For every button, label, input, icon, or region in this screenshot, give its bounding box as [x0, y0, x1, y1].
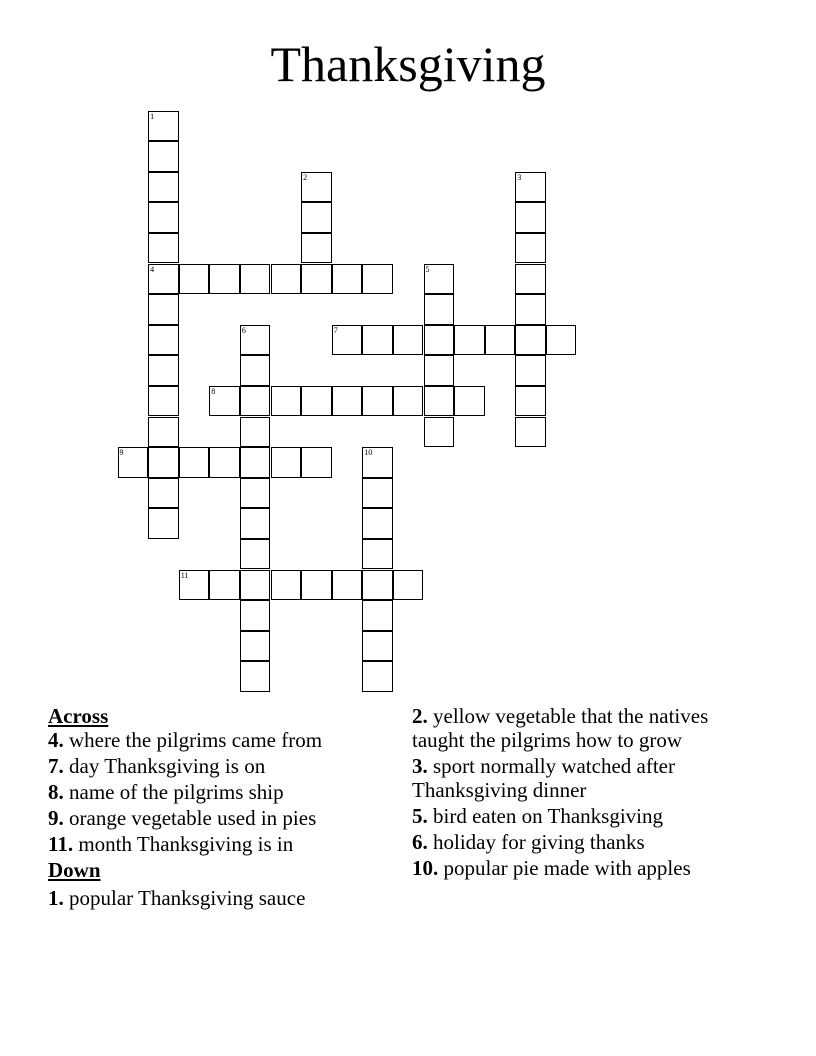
across-heading: Across	[48, 704, 109, 728]
crossword-cell[interactable]	[148, 264, 179, 295]
down-heading: Down	[48, 858, 101, 882]
crossword-cell[interactable]	[148, 202, 179, 233]
cell-number: 5	[425, 264, 430, 274]
clue-across-11: 11. month Thanksgiving is in	[48, 832, 294, 856]
crossword-cell[interactable]	[515, 264, 546, 295]
cell-number: 11	[180, 570, 189, 580]
crossword-cell[interactable]	[424, 264, 455, 295]
crossword-cell[interactable]	[362, 386, 393, 417]
crossword-cell[interactable]	[148, 447, 179, 478]
crossword-cell[interactable]	[362, 539, 393, 570]
page-title: Thanksgiving	[270, 36, 546, 92]
crossword-cell[interactable]	[362, 600, 393, 631]
crossword-cell[interactable]	[362, 325, 393, 356]
crossword-cell[interactable]	[332, 386, 363, 417]
crossword-cell[interactable]	[332, 570, 363, 601]
crossword-cell[interactable]	[301, 447, 332, 478]
crossword-cell[interactable]	[240, 417, 271, 448]
crossword-cell[interactable]	[179, 264, 210, 295]
cell-number: 2	[303, 172, 308, 182]
crossword-cell[interactable]	[271, 386, 302, 417]
crossword-cell[interactable]	[424, 386, 455, 417]
crossword-cell[interactable]	[362, 447, 393, 478]
crossword-cell[interactable]	[424, 294, 455, 325]
crossword-cell[interactable]	[454, 386, 485, 417]
crossword-cell[interactable]	[240, 508, 271, 539]
crossword-cell[interactable]	[209, 264, 240, 295]
crossword-cell[interactable]	[271, 264, 302, 295]
crossword-cell[interactable]	[362, 570, 393, 601]
crossword-cell[interactable]	[454, 325, 485, 356]
crossword-cell[interactable]	[209, 570, 240, 601]
crossword-cell[interactable]	[240, 478, 271, 509]
crossword-cell[interactable]	[148, 325, 179, 356]
crossword-cell[interactable]	[148, 141, 179, 172]
crossword-cell[interactable]	[301, 264, 332, 295]
crossword-cell[interactable]	[240, 264, 271, 295]
crossword-cell[interactable]	[546, 325, 577, 356]
crossword-cell[interactable]	[515, 294, 546, 325]
crossword-cell[interactable]	[148, 355, 179, 386]
crossword-cell[interactable]	[240, 600, 271, 631]
clue-down-3: 3. sport normally watched after Thanksgiving dinner	[412, 754, 675, 802]
cell-number: 7	[333, 325, 338, 335]
clue-down-6: 6. holiday for giving thanks	[412, 830, 645, 854]
crossword-cell[interactable]	[179, 570, 210, 601]
clue-across-7: 7. day Thanksgiving is on	[48, 754, 266, 778]
crossword-cell[interactable]	[362, 478, 393, 509]
crossword-cell[interactable]	[148, 478, 179, 509]
crossword-cell[interactable]	[209, 447, 240, 478]
cell-number: 10	[364, 448, 373, 458]
crossword-cell[interactable]	[393, 570, 424, 601]
cell-number: 6	[241, 325, 246, 335]
crossword-cell[interactable]	[301, 386, 332, 417]
crossword-cell[interactable]	[515, 325, 546, 356]
crossword-cell[interactable]	[271, 447, 302, 478]
crossword-cell[interactable]	[332, 264, 363, 295]
cell-number: 9	[119, 448, 124, 458]
crossword-cell[interactable]	[515, 355, 546, 386]
crossword-cell[interactable]	[301, 233, 332, 264]
crossword-cell[interactable]	[271, 570, 302, 601]
crossword-cell[interactable]	[240, 386, 271, 417]
crossword-cell[interactable]	[515, 417, 546, 448]
crossword-cell[interactable]	[148, 233, 179, 264]
crossword-cell[interactable]	[393, 386, 424, 417]
crossword-cell[interactable]	[515, 386, 546, 417]
crossword-cell[interactable]	[148, 508, 179, 539]
cell-number: 4	[150, 264, 155, 274]
crossword-cell[interactable]	[424, 325, 455, 356]
crossword-cell[interactable]	[148, 386, 179, 417]
clues-column-right	[412, 704, 762, 882]
crossword-cell[interactable]	[485, 325, 516, 356]
crossword-cell[interactable]	[362, 661, 393, 692]
clue-down-5: 5. bird eaten on Thanksgiving	[412, 804, 663, 828]
crossword-cell[interactable]	[240, 539, 271, 570]
crossword-cell[interactable]	[118, 447, 149, 478]
clues-column-left	[48, 704, 388, 912]
crossword-cell[interactable]	[240, 570, 271, 601]
crossword-cell[interactable]	[362, 264, 393, 295]
crossword-cell[interactable]	[515, 202, 546, 233]
crossword-cell[interactable]	[240, 447, 271, 478]
crossword-cell[interactable]	[362, 508, 393, 539]
crossword-cell[interactable]	[148, 172, 179, 203]
crossword-cell[interactable]	[240, 355, 271, 386]
crossword-cell[interactable]	[148, 294, 179, 325]
crossword-cell[interactable]	[424, 355, 455, 386]
clue-down-10: 10. popular pie made with apples	[412, 856, 691, 880]
crossword-cell[interactable]	[301, 570, 332, 601]
crossword-cell[interactable]	[240, 325, 271, 356]
crossword-cell[interactable]	[424, 417, 455, 448]
crossword-cell[interactable]	[332, 325, 363, 356]
crossword-cell[interactable]	[240, 631, 271, 662]
cell-number: 1	[150, 111, 155, 121]
crossword-cell[interactable]	[362, 631, 393, 662]
clue-across-9: 9. orange vegetable used in pies	[48, 806, 317, 830]
crossword-cell[interactable]	[148, 111, 179, 142]
crossword-cell[interactable]	[209, 386, 240, 417]
crossword-cell[interactable]	[515, 172, 546, 203]
crossword-cell[interactable]	[179, 447, 210, 478]
crossword-cell[interactable]	[301, 172, 332, 203]
clue-across-4: 4. where the pilgrims came from	[48, 728, 323, 752]
cell-number: 8	[211, 386, 216, 396]
crossword-cell[interactable]	[393, 325, 424, 356]
cell-number: 3	[517, 172, 522, 182]
clue-across-8: 8. name of the pilgrims ship	[48, 780, 284, 804]
crossword-cell[interactable]	[301, 202, 332, 233]
clue-down-2: 2. yellow vegetable that the natives taught the pilgrims how to grow	[412, 704, 709, 752]
crossword-cell[interactable]	[148, 417, 179, 448]
crossword-cell[interactable]	[515, 233, 546, 264]
clue-down-1: 1. popular Thanksgiving sauce	[48, 886, 306, 910]
crossword-cell[interactable]	[240, 661, 271, 692]
